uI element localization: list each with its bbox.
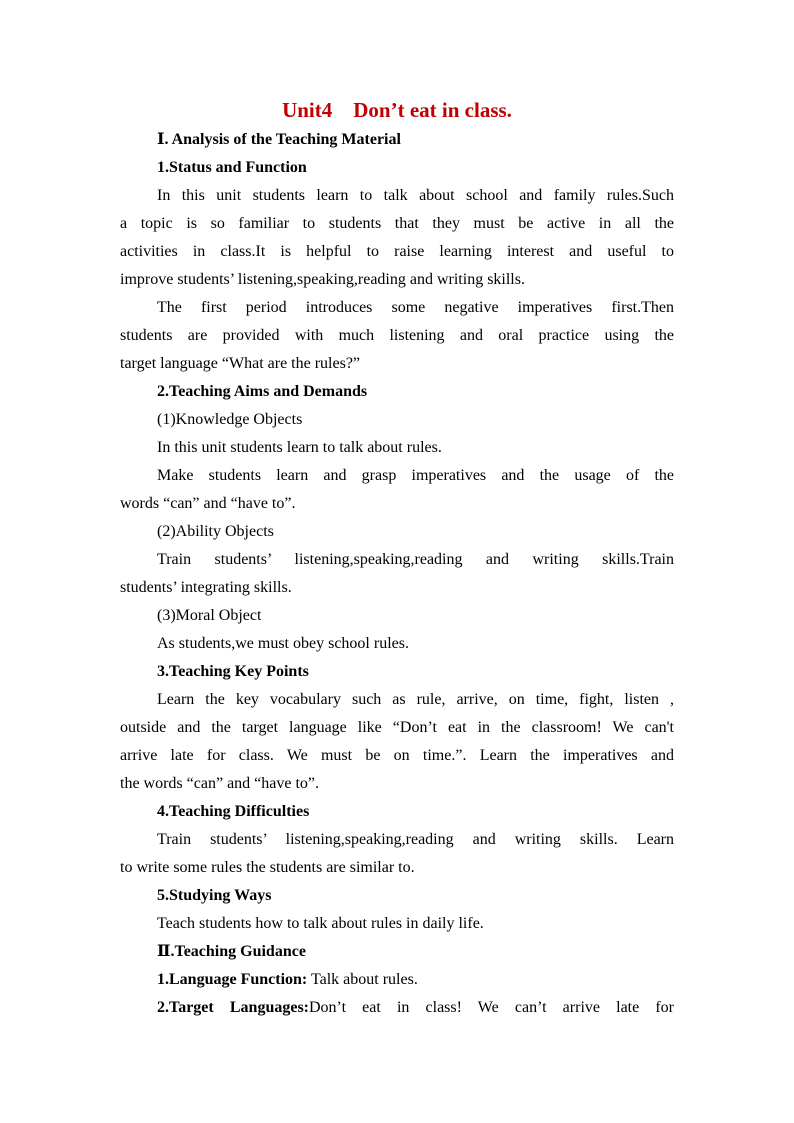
subsection-heading: 2.Teaching Aims and Demands [157,383,368,400]
sub-item-heading: (2)Ability Objects [157,523,274,540]
page-title: Unit4 Don’t eat in class. [282,98,512,122]
labeled-line [120,994,674,1022]
line-label: 1.Language Function: [157,971,308,988]
paragraph-line: Learn the key vocabulary such as rule, arrive, on time, fight, listen , [157,691,674,708]
paragraph-line: Train students’ listening,speaking,reading and writing skills. Learn [157,831,674,848]
paragraph-line: students are provided with much listening and oral practice using the [120,327,674,344]
subsection-heading: 1.Status and Function [157,159,307,176]
subsection-heading: 3.Teaching Key Points [157,663,309,680]
paragraph-line: activities in class.It is helpful to raise learning interest and useful to [120,243,674,260]
subsection-heading: 4.Teaching Difficulties [157,803,310,820]
paragraph-line: As students,we must obey school rules. [157,635,409,652]
sub-item-heading: (1)Knowledge Objects [157,411,303,428]
paragraph-line: a topic is so familiar to students that they must be active in all the [120,215,674,232]
paragraph-line: to write some rules the students are similar to. [120,859,415,876]
paragraph-line: words “can” and “have to”. [120,495,296,512]
paragraph-line: In this unit students learn to talk about school and family rules.Such [157,187,674,204]
paragraph-line: The first period introduces some negative imperatives first.Then [157,299,674,316]
labeled-line [120,966,674,994]
paragraph-line: In this unit students learn to talk about rules. [157,439,442,456]
paragraph-line: students’ integrating skills. [120,579,292,596]
paragraph-line: Teach students how to talk about rules in daily life. [157,915,484,932]
section-heading: Ⅰ. Analysis of the Teaching Material [157,131,401,148]
line-text: Talk about rules. [310,971,418,988]
line-label: 2.Target Languages: [157,999,309,1016]
paragraph-line: Train students’ listening,speaking,reading and writing skills.Train [157,551,674,568]
paragraph-line: Make students learn and grasp imperatives and the usage of the [157,467,674,484]
paragraph-line: the words “can” and “have to”. [120,775,320,792]
subsection-heading: 5.Studying Ways [157,887,272,904]
paragraph-line: improve students’ listening,speaking,reading and writing skills. [120,271,525,288]
paragraph-line: arrive late for class. We must be on time.”. Learn the imperatives and [120,747,674,764]
paragraph-line: outside and the target language like “Don’t eat in the classroom! We can't [120,719,674,736]
sub-item-heading: (3)Moral Object [157,607,262,624]
document-body [120,126,674,1022]
section-heading: Ⅱ.Teaching Guidance [157,943,306,960]
paragraph-line: target language “What are the rules?” [120,355,361,372]
line-text: Don’t eat in class! We can’t arrive late for [309,999,674,1016]
